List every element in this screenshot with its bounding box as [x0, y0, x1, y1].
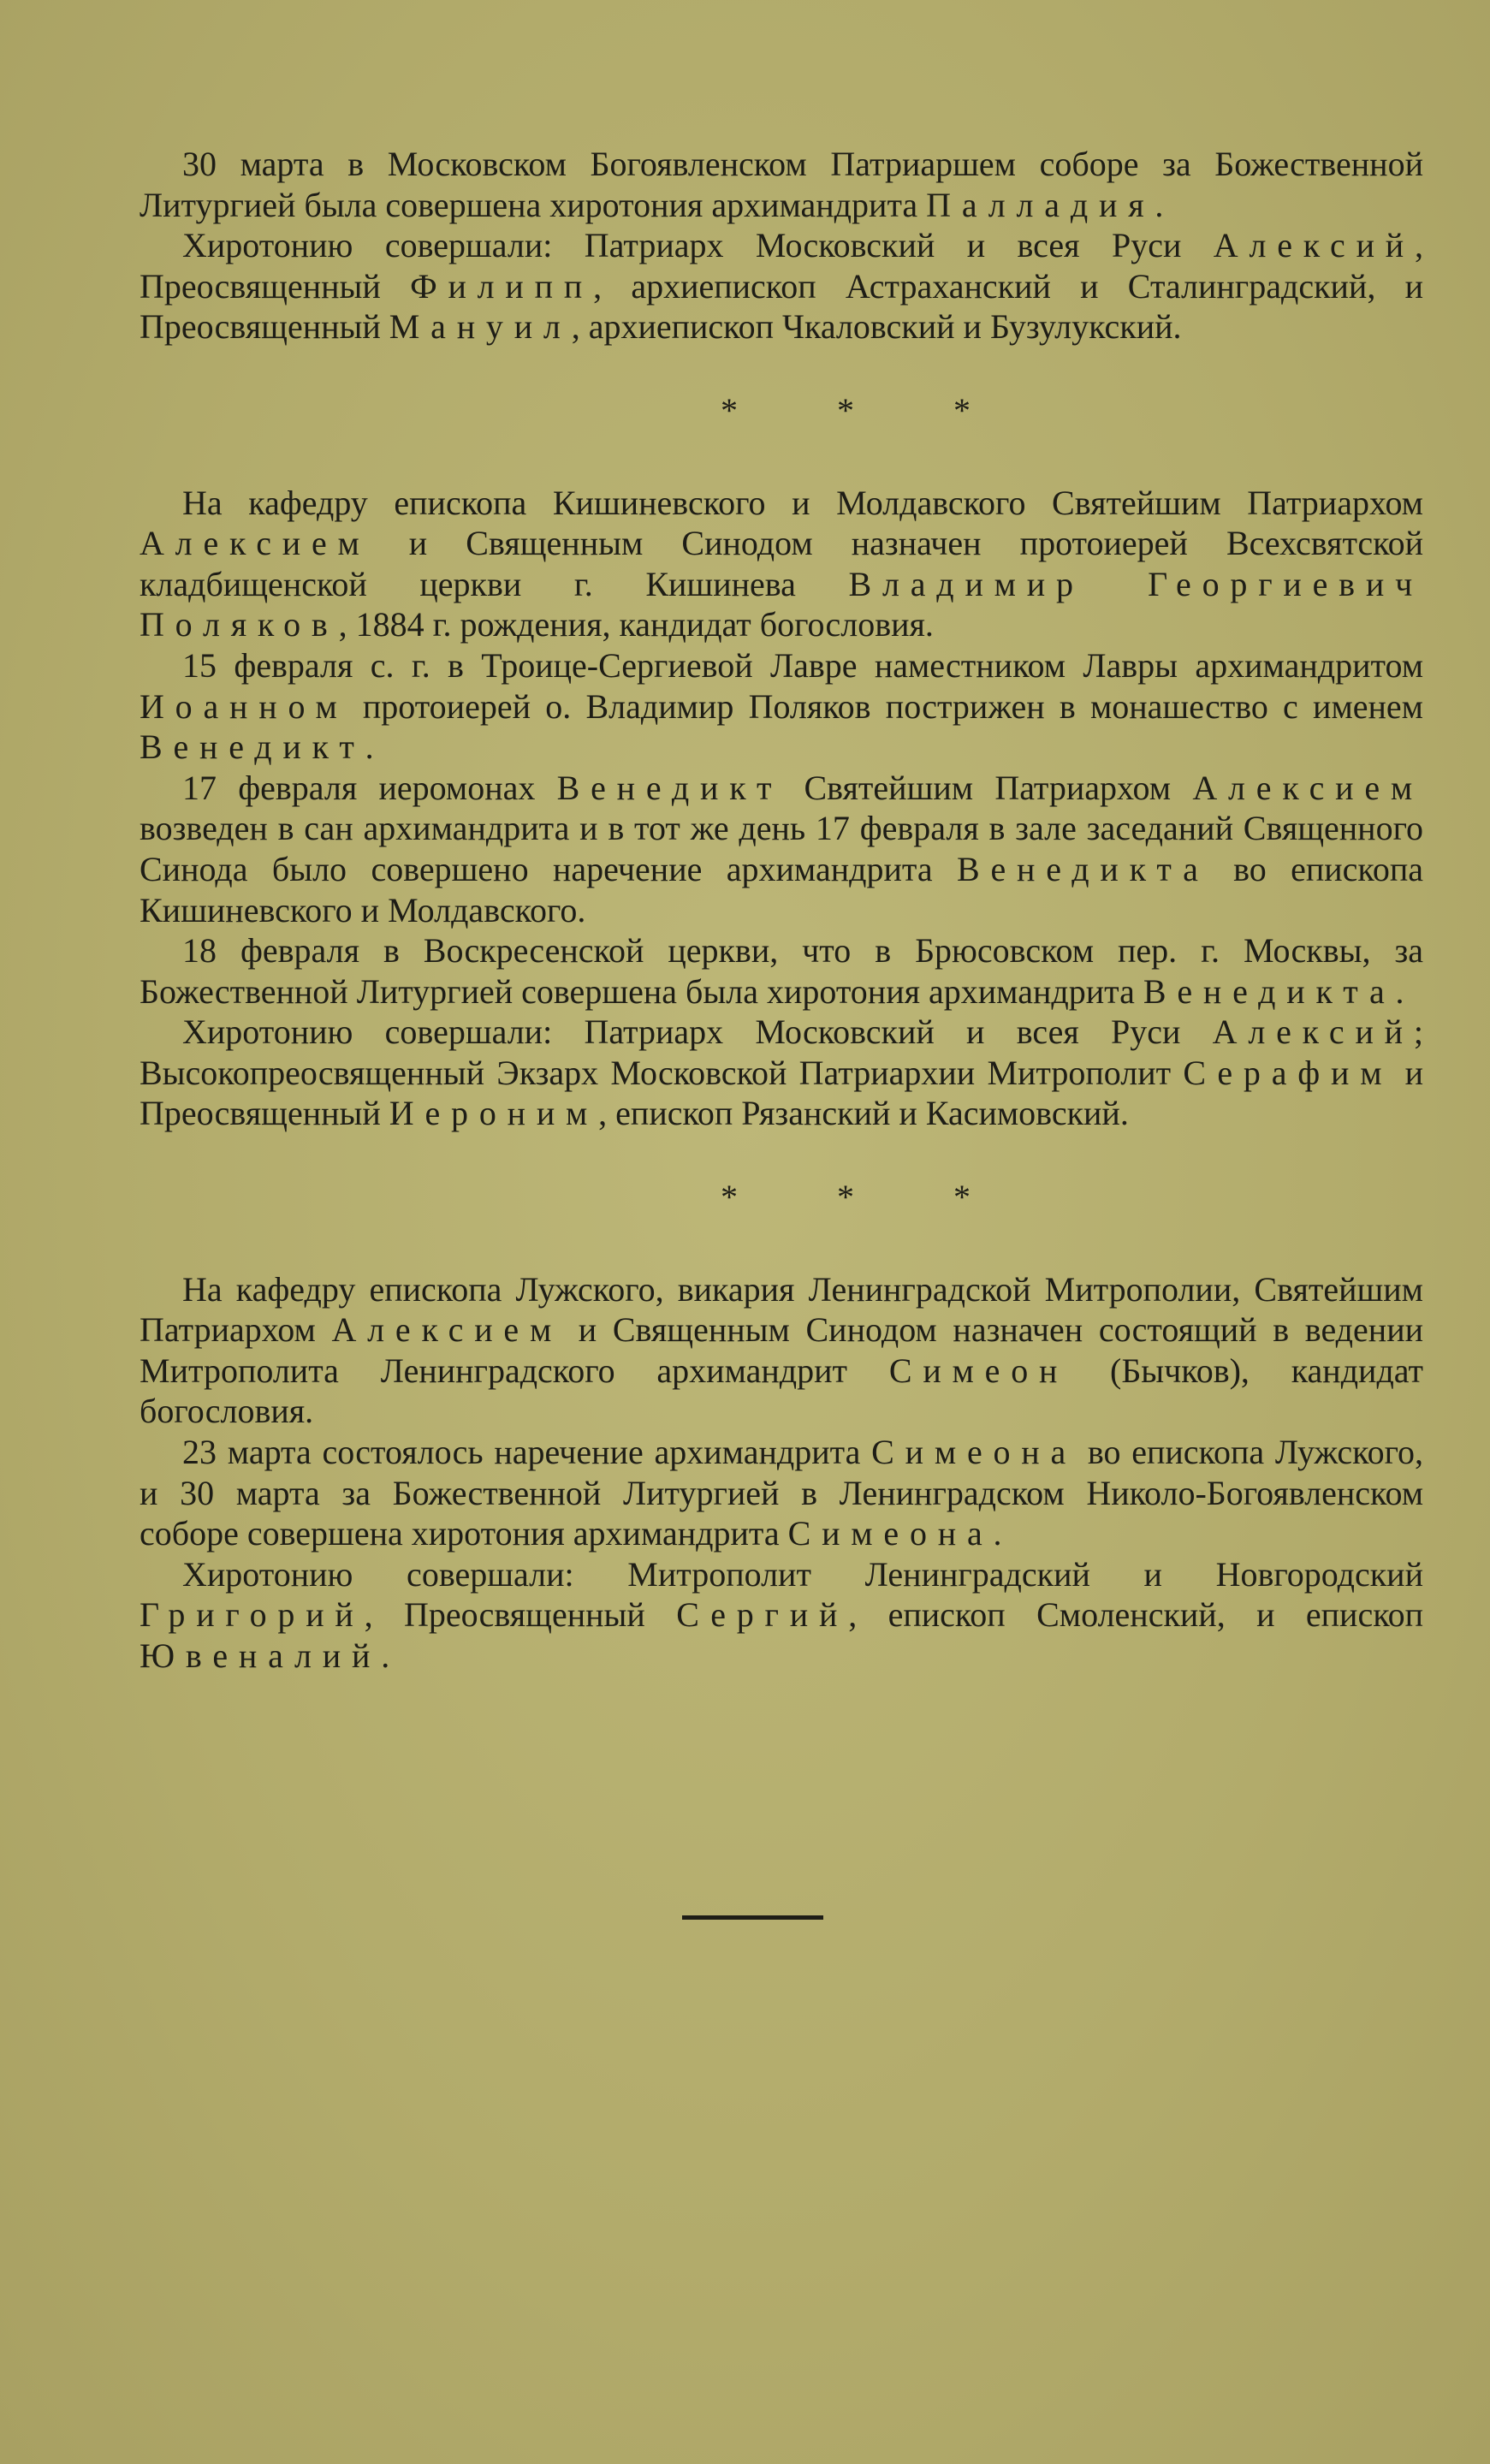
text-run: (Бычков), кандидат богословия.: [140, 1351, 1424, 1431]
spaced-name: Венедикта: [957, 849, 1209, 888]
spaced-name: Алексий: [1212, 1012, 1414, 1052]
paragraph: [140, 144, 1423, 225]
text-run: , епископ Рязанский и Касимовский.: [598, 1094, 1129, 1133]
spaced-name: Алексий: [1213, 226, 1415, 265]
asterisk: *: [953, 390, 971, 430]
spaced-name: Венедикта: [1143, 971, 1396, 1011]
spaced-name: Мануил: [389, 307, 572, 347]
paragraph: [140, 930, 1423, 1012]
spaced-name: Иоанном: [140, 686, 348, 726]
spaced-name: Серафим: [1183, 1053, 1393, 1092]
spaced-name: Ювеналий: [140, 1636, 382, 1675]
section-simeon: [140, 1269, 1423, 1677]
text-run: и Священным Синодом назначен состоящий в ведении Митрополита Ленинградского архимандрит: [140, 1310, 1424, 1390]
spaced-name: Симеона: [787, 1514, 994, 1553]
spaced-name: Палладия: [926, 185, 1155, 224]
text-run: во епископа Лужского, и 30 марта за Божественной Литургией в Ленинградском Николо-Богоявленском соборе совершена хиротония архимандрита: [140, 1433, 1423, 1553]
text-run: и Священным Синодом назначен протоиерей Всехсвятской кладбищенской церкви г. Кишинева: [140, 524, 1423, 603]
section-venedikt: [140, 483, 1423, 1135]
paragraph: [140, 1554, 1423, 1677]
text-run: Святейшим Патриархом: [782, 768, 1193, 807]
spaced-name: Филипп: [410, 266, 594, 306]
text-run: Хиротонию совершали: Патриарх Московский и всея Руси: [182, 1012, 1213, 1052]
text-run: 15 февраля с. г. в Троице-Сергиевой Лавре наместником Лавры архимандритом: [182, 645, 1423, 685]
asterisk: *: [721, 390, 738, 430]
text-run: 30 марта в Московском Богоявленском Патриаршем соборе за Божественной Литургией была совершена хиротония архимандрита: [140, 145, 1423, 224]
spaced-name: Симеон: [888, 1351, 1069, 1390]
text-run: .: [365, 727, 374, 767]
text-run: .: [1395, 971, 1404, 1011]
text-run: ; Высокопреосвященный Экзарх Московской Патриархии Митрополит: [140, 1012, 1423, 1092]
section-palladiy: [140, 144, 1423, 347]
text-run: возведен в сан архимандрита и в тот же день 17 февраля в зале заседаний Священного Синода было совершено наречение архимандрита: [140, 809, 1423, 888]
text-run: во епископа Кишиневского и Молдавского.: [140, 849, 1423, 929]
paragraph: [140, 1269, 1423, 1432]
spaced-name: Симеона: [871, 1433, 1077, 1472]
asterisk: *: [953, 1178, 971, 1217]
text-run: , епископ Смоленский, и епископ: [848, 1595, 1424, 1635]
text-run: 17 февраля иеромонах: [182, 768, 557, 807]
section-separator: [140, 390, 1423, 431]
spaced-name: Сергий: [676, 1595, 849, 1635]
paragraph: [140, 483, 1423, 645]
asterisk: *: [837, 1178, 854, 1217]
spaced-name: Венедикт: [556, 768, 783, 807]
text-run: .: [381, 1636, 390, 1675]
spaced-name: Владимир Георгиевич Поляков: [140, 564, 1423, 644]
article-body: [140, 144, 1423, 1677]
text-run: Хиротонию совершали: Митрополит Ленинградский и Новгородский: [182, 1554, 1423, 1594]
text-run: .: [993, 1514, 1002, 1553]
paragraph: [140, 1012, 1423, 1134]
text-run: Хиротонию совершали: Патриарх Московский и всея Руси: [182, 226, 1214, 265]
text-run: 23 марта состоялось наречение архимандрита: [182, 1433, 872, 1472]
end-rule: [682, 1915, 823, 1920]
text-run: , архиепископ Чкаловский и Бузулукский.: [571, 307, 1182, 347]
text-run: , Преосвященный: [364, 1595, 677, 1635]
spaced-name: Алексием: [140, 524, 371, 563]
text-run: На кафедру епископа Кишиневского и Молдавского Святейшим Патриархом: [182, 483, 1423, 522]
text-run: .: [1155, 185, 1164, 224]
text-run: 18 февраля в Воскресенской церкви, что в Брюсовском пер. г. Москвы, за Божественной Литургией совершена была хиротония архимандрита: [140, 931, 1423, 1011]
asterisk: *: [837, 390, 854, 430]
text-run: , Преосвященный: [140, 226, 1423, 306]
text-run: , 1884 г. рождения, кандидат богословия.: [338, 605, 934, 644]
spaced-name: Алексием: [331, 1310, 563, 1350]
text-run: протоиерей о. Владимир Поляков пострижен в монашество с именем: [347, 686, 1423, 726]
spaced-name: Григорий: [140, 1595, 365, 1635]
spaced-name: Венедикт: [140, 727, 365, 767]
paragraph: [140, 768, 1423, 930]
text-run: и Преосвященный: [140, 1053, 1424, 1133]
text-run: , архиепископ Астраханский и Сталинградский, и Преосвященный: [140, 266, 1423, 347]
asterisk: *: [721, 1178, 738, 1217]
paragraph: [140, 225, 1423, 347]
spaced-name: Иероним: [389, 1094, 599, 1133]
section-separator: [140, 1177, 1423, 1218]
text-run: На кафедру епископа Лужского, викария Ленинградской Митрополии, Святейшим Патриархом: [140, 1269, 1423, 1350]
paragraph: [140, 645, 1423, 768]
spaced-name: Алексием: [1192, 768, 1423, 807]
paragraph: [140, 1432, 1423, 1554]
